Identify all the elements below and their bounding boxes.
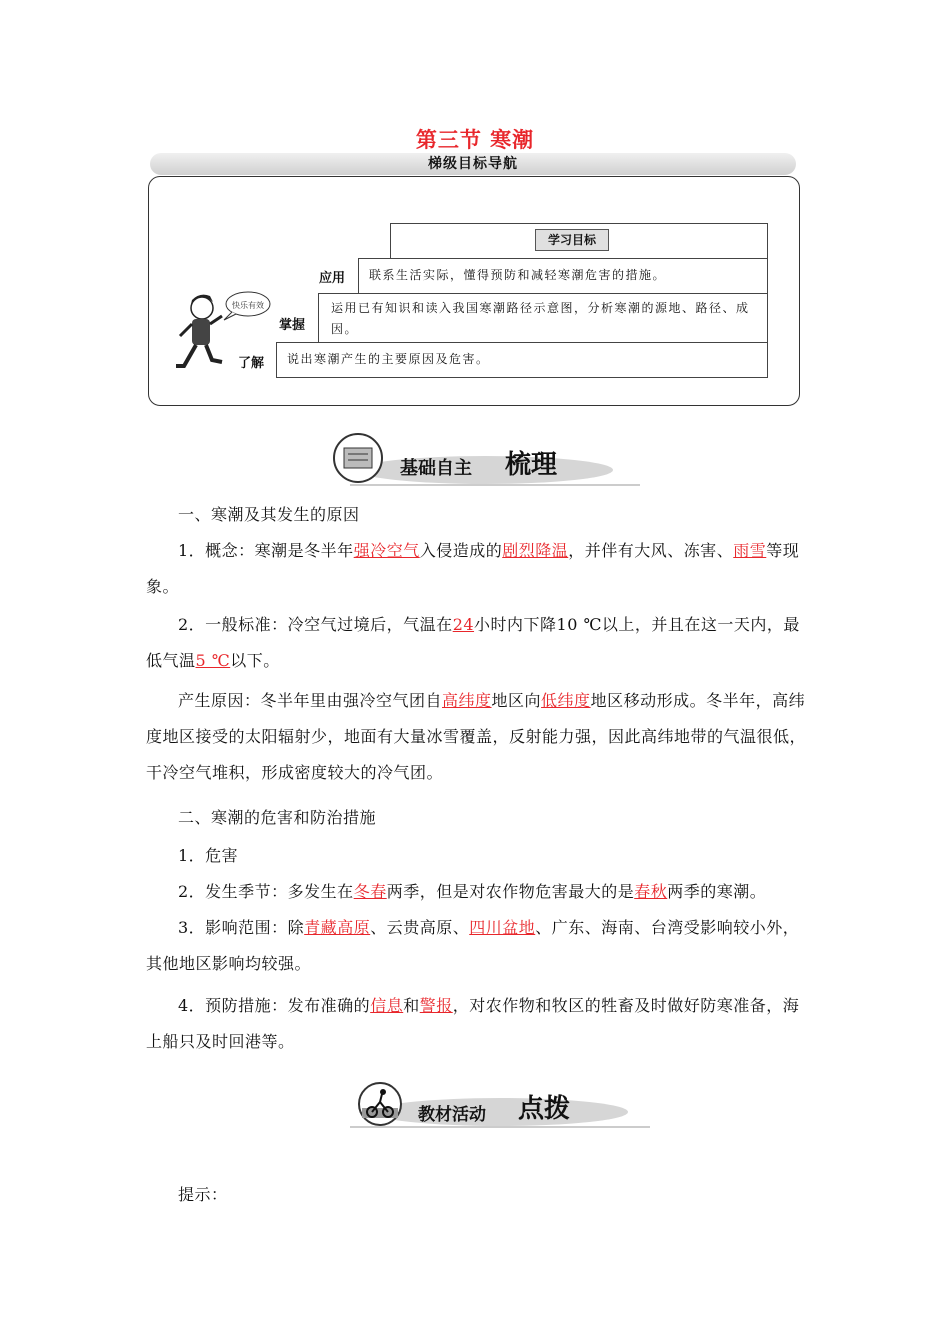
goal-banner: 梯级目标导航 xyxy=(150,153,796,175)
text: 地区移动形成。冬半年，高纬度地区接受的太阳辐射少，地面有大量冰雪覆盖，反射能力强，因此高纬地带的气温很低，干冷空气堆积，形成密度较大的冷气团。 xyxy=(146,691,807,782)
section-heading-activity xyxy=(350,1082,650,1132)
answer: 雨雪 xyxy=(733,541,767,560)
answer: 信息 xyxy=(370,996,404,1015)
text: 产生原因：冬半年里由强冷空气团自 xyxy=(178,691,443,710)
para-prevention xyxy=(146,988,806,1060)
text: 和 xyxy=(403,996,420,1015)
running-boy-illustration xyxy=(170,282,280,382)
text: 等现象。 xyxy=(146,541,800,596)
goal-apply-text: 联系生活实际，懂得预防和减轻寒潮危害的措施。 xyxy=(369,268,667,282)
answer: 青藏高原 xyxy=(304,918,371,937)
goal-master-text: 运用已有知识和读入我国寒潮路径示意图，分析寒潮的源地、路径、成因。 xyxy=(331,301,750,336)
text: 两季，但是对农作物危害最大的是 xyxy=(386,882,635,901)
answer: 24 xyxy=(452,615,475,634)
answer: 高纬度 xyxy=(442,691,492,710)
level-master-label: 掌握 xyxy=(279,318,306,333)
answer: 强冷空气 xyxy=(353,541,420,560)
answer: 四川盆地 xyxy=(469,918,536,937)
heading-cause: 一、寒潮及其发生的原因 xyxy=(178,505,360,524)
para-origin xyxy=(146,683,806,791)
text: 地区向 xyxy=(491,691,542,710)
answer: 警报 xyxy=(419,996,453,1015)
section1-title-b: 梳理 xyxy=(505,450,558,480)
goal-row-apply xyxy=(358,258,768,294)
speech-text: 快乐有效 xyxy=(232,301,264,310)
section2-title-a: 教材活动 xyxy=(418,1105,486,1125)
text: ，对农作物和牧区的牲畜及时做好防寒准备，海上船只及时回港等。 xyxy=(146,996,800,1051)
goal-header xyxy=(535,229,609,251)
text: 两季的寒潮。 xyxy=(667,882,767,901)
level-know-label: 了解 xyxy=(238,356,265,371)
text: 1．概念：寒潮是冬半年 xyxy=(178,541,354,560)
text: 2．发生季节：多发生在 xyxy=(178,882,354,901)
para-season xyxy=(146,874,806,910)
text: 4．预防措施：发布准确的 xyxy=(178,996,371,1015)
text: 小时内下降10 ℃以上，并且在这一天内，最低气温 xyxy=(146,615,800,670)
text: 、广东、海南、台湾受影响较小外，其他地区影响均较强。 xyxy=(146,918,800,973)
book-emblem-icon xyxy=(330,432,640,488)
hint-label: 提示： xyxy=(178,1185,228,1204)
answer: 5 ℃ xyxy=(195,651,231,670)
goal-row-master xyxy=(318,293,768,343)
answer: 剧烈降温 xyxy=(502,541,569,560)
section1-title-a: 基础自主 xyxy=(400,458,472,479)
section-heading-basics xyxy=(330,432,640,488)
text: 3．影响范围：除 xyxy=(178,918,305,937)
para-range xyxy=(146,910,806,982)
para-standard xyxy=(146,607,806,679)
goal-header-label: 学习目标 xyxy=(547,233,596,247)
answer: 低纬度 xyxy=(541,691,591,710)
heading-harm: 二、寒潮的危害和防治措施 xyxy=(178,808,377,827)
para-concept xyxy=(146,533,806,605)
text: 2．一般标准：冷空气过境后，气温在 xyxy=(178,615,453,634)
text: 、云贵高原、 xyxy=(370,918,470,937)
text: 以下。 xyxy=(230,651,280,670)
text: 入侵造成的 xyxy=(419,541,503,560)
answer: 冬春 xyxy=(353,882,387,901)
page-title: 第三节 寒潮 xyxy=(415,128,535,152)
goal-row-know xyxy=(276,342,768,378)
goal-know-text: 说出寒潮产生的主要原因及危害。 xyxy=(287,352,490,366)
level-apply-label: 应用 xyxy=(319,271,346,286)
para-harm: 1．危害 xyxy=(178,846,239,865)
text: ，并伴有大风、冻害、 xyxy=(568,541,734,560)
answer: 春秋 xyxy=(634,882,668,901)
section2-title-b: 点拨 xyxy=(518,1094,571,1124)
cyclist-emblem-icon xyxy=(350,1082,650,1132)
